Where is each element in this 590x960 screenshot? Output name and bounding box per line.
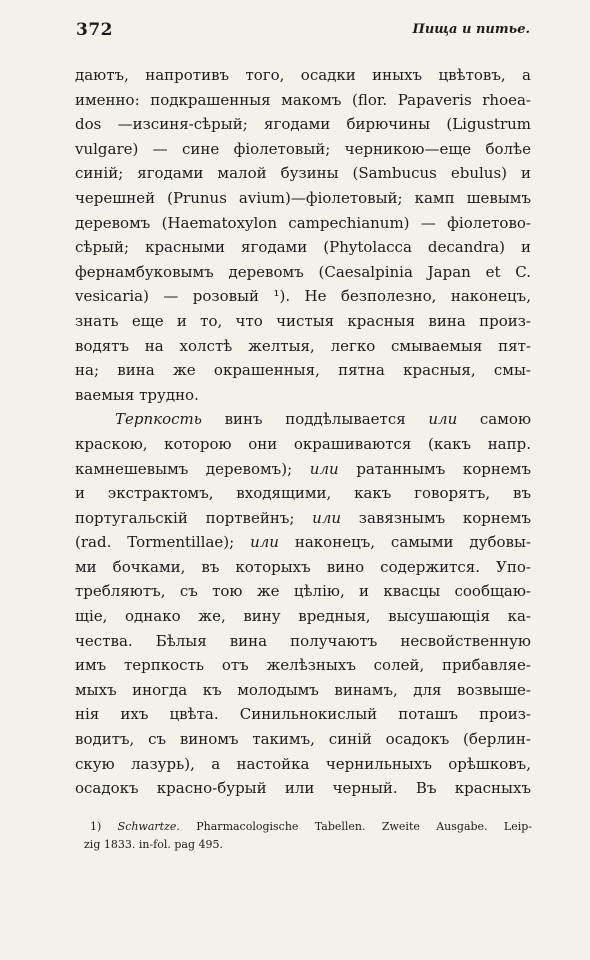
footnote-text: Pharmacologische Tabellen. Zweite Ausgabe. Leip- xyxy=(196,820,533,833)
text-line: щіе, однако же, вину вредныя, высушающія ка- xyxy=(75,607,531,626)
text-line: требляютъ, съ тою же цѣлію, и квасцы сообщаю- xyxy=(75,582,531,601)
main-text xyxy=(75,63,531,801)
text-line: ваемыя трудно. xyxy=(75,385,199,404)
text-line: даютъ, напротивъ того, осадки иныхъ цвѣтовъ, а xyxy=(75,66,531,84)
text-span: самою xyxy=(457,410,531,429)
text-line: ми бочками, въ которыхъ вино содержится. Упо- xyxy=(75,557,531,576)
text-line xyxy=(75,506,531,531)
text-line: краскою, которою они окрашиваются (какъ напр. xyxy=(75,434,531,453)
text-line: чества. Бѣлыя вина получаютъ несвойственную xyxy=(75,631,531,650)
text-line: знать еще и то, что чистыя красныя вина произ- xyxy=(75,311,531,330)
footnote-author: Schwartze. xyxy=(117,820,180,833)
paragraph-start-line xyxy=(75,407,531,432)
text-line xyxy=(75,457,531,482)
emphasized-conjunction: или xyxy=(312,508,342,527)
text-line: имъ терпкость отъ желѣзныхъ солей, прибавляе- xyxy=(75,656,531,675)
text-line: деревомъ (Haematoxylon campechianum) — фіолетово- xyxy=(75,213,531,232)
text-line: водитъ, съ виномъ такимъ, синій осадокъ (берлин- xyxy=(75,730,531,749)
text-span: (rad. Tormentillae); xyxy=(75,533,251,552)
text-line: синій; ягодами малой бузины (Sambucus ebulus) и xyxy=(75,164,531,183)
text-line: осадокъ красно-бурый или черный. Въ красныхъ xyxy=(75,779,531,798)
text-line: именно: подкрашенныя макомъ (flor. Papaveris rhoeа- xyxy=(75,90,531,109)
text-line: водятъ на холстѣ желтыя, легко смываемыя пят- xyxy=(75,336,531,355)
text-line: dos —изсиня-сѣрый; ягодами бирючины (Ligustrum xyxy=(75,115,531,134)
emphasized-term: Терпкость xyxy=(115,410,202,429)
emphasized-conjunction: или xyxy=(309,459,339,478)
text-line: черешней (Prunus avium)—фіолетовый; камп шевымъ xyxy=(75,188,531,207)
emphasized-conjunction: или xyxy=(250,533,279,552)
text-line: сѣрый; красными ягодами (Phytolacca decandra) и xyxy=(75,238,531,257)
text-line: нія ихъ цвѣта. Синильнокислый поташъ произ- xyxy=(75,705,531,724)
text-line: vulgare) — сине фіолетовый; черникою—еще болѣе xyxy=(75,139,531,158)
page-number: 372 xyxy=(76,20,113,40)
text-span: ратаннымъ корнемъ xyxy=(338,459,531,478)
text-line: и экстрактомъ, входящими, какъ говорятъ, въ xyxy=(75,484,531,503)
page-header xyxy=(76,20,530,46)
text-line: скую лазурь), а настойка чернильныхъ орѣшковъ, xyxy=(75,754,531,773)
text-span: винъ поддѣлывается xyxy=(201,410,429,429)
text-line xyxy=(75,530,531,555)
text-span: наконецъ, самыми дубовы- xyxy=(278,533,531,552)
text-span: завязнымъ корнемъ xyxy=(341,508,531,527)
footnote-line xyxy=(90,818,532,836)
footnote-line: zig 1833. in-fol. pag 495. xyxy=(84,838,223,851)
text-span: португальскій портвейнъ; xyxy=(75,508,313,527)
running-title: Пища и питье. xyxy=(412,22,530,37)
footnote-marker: 1) xyxy=(90,820,102,833)
text-span: камнешевымъ деревомъ); xyxy=(75,459,310,478)
footnotes xyxy=(84,818,533,854)
emphasized-conjunction: или xyxy=(428,410,458,429)
text-line: на; вина же окрашенныя, пятна красныя, смы- xyxy=(75,361,531,380)
text-line: vesicaria) — розовый ¹). Не безполезно, наконецъ, xyxy=(75,287,531,306)
text-line: фернамбуковымъ деревомъ (Caesalpinia Japan et C. xyxy=(75,262,531,281)
text-line: мыхъ иногда къ молодымъ винамъ, для возвыше- xyxy=(75,680,531,699)
